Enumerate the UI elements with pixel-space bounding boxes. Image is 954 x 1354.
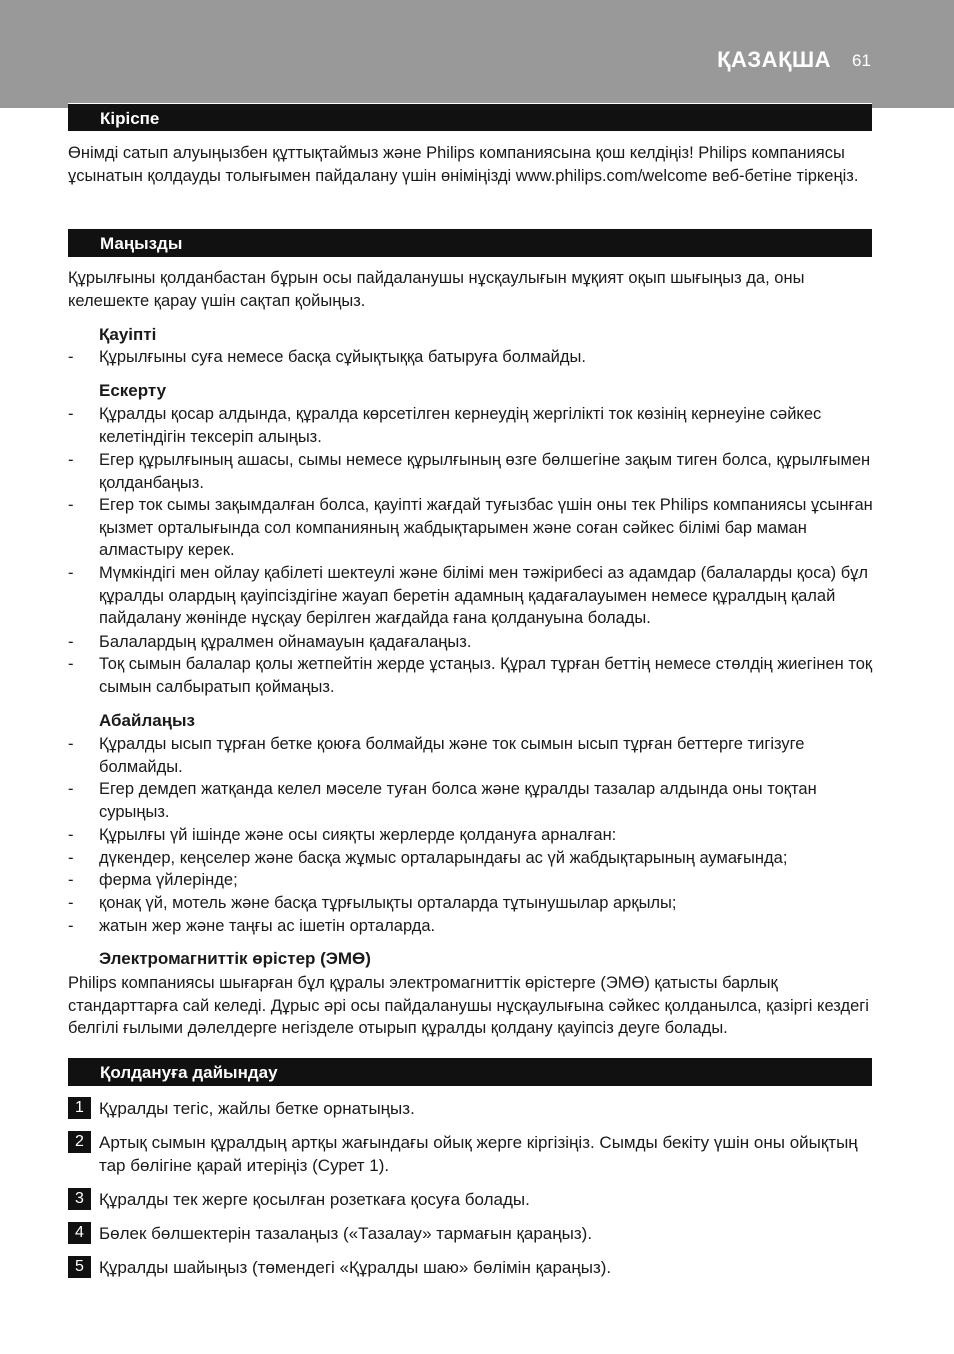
bullet-dash: -	[68, 655, 74, 673]
step-item	[68, 1188, 876, 1211]
bullet-dash: -	[68, 348, 74, 366]
bullet-dash: -	[68, 849, 74, 867]
list-item-text: Егер құрылғының ашасы, сымы немесе құрылғының өзге бөлшегіне зақым тиген болса, құрылғымен қолданбаңыз.	[99, 451, 871, 492]
step-number: 3	[68, 1188, 91, 1210]
list-item	[68, 733, 876, 778]
list-item-text: Мүмкіндігі мен ойлау қабілеті шектеулі және білімі мен тәжірибесі аз адамдар (балаларды қоса) бұл құралды олардың қауіпсіздігіне жауап беретін адамның қадағалауымен немесе құралдың қалай пайдалану жөнінде нұсқау берілген жағдайда ғана қолдануына болады.	[99, 564, 869, 627]
section-bar-important	[68, 229, 872, 257]
bullet-dash: -	[68, 735, 74, 753]
list-item-text: ферма үйлерінде;	[99, 871, 238, 889]
section-title-important: Маңызды	[100, 234, 183, 253]
list-item	[68, 824, 876, 847]
list-item	[68, 494, 876, 562]
list-item	[68, 653, 876, 698]
step-text: Құралды тегіс, жайлы бетке орнатыңыз.	[99, 1099, 415, 1118]
list-item	[68, 915, 876, 938]
list-item	[68, 631, 876, 654]
list-item-text: Құрылғы үй ішінде және осы сияқты жерлерде қолдануға арналған:	[99, 826, 617, 844]
list-item-text: жатын жер және таңғы ас ішетін орталарда.	[99, 917, 436, 935]
section-title-intro: Кіріспе	[100, 109, 160, 128]
bullet-dash: -	[68, 633, 74, 651]
section-bar-intro	[68, 103, 872, 131]
step-number: 5	[68, 1256, 91, 1278]
step-item	[68, 1256, 876, 1279]
list-item	[68, 403, 876, 448]
danger-heading: Қауіпті	[99, 325, 157, 344]
page-number: 61	[852, 51, 871, 70]
list-item-text: Құралды қосар алдында, құралда көрсетілген кернеудің жергілікті ток көзінің кернеуіне сәйкес келетіндігін тексеріп алыңыз.	[99, 405, 822, 446]
section-bar-prep	[68, 1058, 872, 1086]
step-number: 4	[68, 1222, 91, 1244]
bullet-dash: -	[68, 826, 74, 844]
bullet-dash: -	[68, 451, 74, 469]
warning-heading: Ескерту	[99, 381, 167, 400]
list-item	[68, 449, 876, 494]
caution-heading: Абайлаңыз	[99, 711, 195, 730]
list-item-text: Егер демдеп жатқанда келел мәселе туған болса және құралды тазалар алдында оны тоқтан сурыңыз.	[99, 780, 817, 821]
bullet-dash: -	[68, 894, 74, 912]
step-text: Құралды шайыңыз (төмендегі «Құралды шаю» бөлімін қараңыз).	[99, 1258, 612, 1277]
emf-text: Philips компаниясы шығарған бұл құралы электромагниттік өрістерге (ЭМӨ) қатысты барлық стандарттарға сай келеді. Дұрыс әрі осы пайдаланушы нұсқаулығына сәйкес қолданылса, қазіргі кездегі белгілі ғылыми дәлелдерге негізделе отырып құралды қолдану қауіпсіз деуге болады.	[68, 974, 869, 1037]
step-number: 1	[68, 1097, 91, 1119]
bullet-dash: -	[68, 564, 74, 582]
list-item	[68, 562, 876, 630]
step-text: Бөлек бөлшектерін тазалаңыз («Тазалау» тармағын қараңыз).	[99, 1224, 593, 1243]
language-title: ҚАЗАҚША	[717, 47, 831, 72]
list-item-text: Тоқ сымын балалар қолы жетпейтін жерде ұстаңыз. Құрал тұрған беттің немесе стөлдің жиегінен тоқ сымын салбыратып қоймаңыз.	[99, 655, 873, 696]
list-item	[68, 847, 876, 870]
step-text: Құралды тек жерге қосылған розеткаға қосуға болады.	[99, 1190, 530, 1209]
list-item-text: Құралды ысып тұрған бетке қоюға болмайды және ток сымын ысып тұрған беттерге тигізуге болмайды.	[99, 735, 805, 776]
list-item	[68, 778, 876, 823]
section-title-prep: Қолдануға дайындау	[100, 1063, 278, 1082]
step-item	[68, 1097, 876, 1120]
list-item	[68, 869, 876, 892]
list-item-text: Егер ток сымы зақымдалған болса, қауіпті жағдай туғызбас үшін оны тек Philips компаниясы ұсынған қызмет орталығында сол компанияның жабдықтарымен және соған сәйкес білімі бар маман алмастыру керек.	[99, 496, 873, 559]
bullet-dash: -	[68, 780, 74, 798]
header-band	[0, 0, 954, 108]
list-item-text: қонақ үй, мотель және басқа тұрғылықты орталарда тұтынушылар арқылы;	[99, 894, 677, 912]
emf-heading: Электромагниттік өрістер (ЭМӨ)	[99, 949, 371, 968]
bullet-dash: -	[68, 871, 74, 889]
list-item-text: дүкендер, кеңселер және басқа жұмыс орталарындағы ас үй жабдықтарының аумағында;	[99, 849, 788, 867]
list-item-text: Құрылғыны суға немесе басқа сұйықтыққа батыруға болмайды.	[99, 348, 586, 366]
step-text: Артық сымын құралдың артқы жағындағы ойық жерге кіргізіңіз. Сымды бекіту үшін оны ойықтың тар бөлігіне қарай итеріңіз (Сурет 1).	[99, 1133, 858, 1175]
bullet-dash: -	[68, 917, 74, 935]
important-text: Құрылғыны қолданбастан бұрын осы пайдаланушы нұсқаулығын мұқият оқып шығыңыз да, оны келешекте қарау үшін сақтап қойыңыз.	[68, 269, 805, 310]
list-item	[68, 892, 876, 915]
step-item	[68, 1222, 876, 1245]
bullet-dash: -	[68, 405, 74, 423]
list-item-text: Балалардың құралмен ойнамауын қадағалаңыз.	[99, 633, 472, 651]
intro-text: Өнімді сатып алуыңызбен құттықтаймыз және Philips компаниясына қош келдіңіз! Philips компаниясы ұсынатын қолдауды толығымен пайдалану үшін өніміңізді www.philips.com/welcome веб-бетіне тіркеңіз.	[68, 144, 859, 185]
bullet-dash: -	[68, 496, 74, 514]
step-item	[68, 1131, 876, 1177]
list-item	[68, 346, 876, 369]
step-number: 2	[68, 1131, 91, 1153]
